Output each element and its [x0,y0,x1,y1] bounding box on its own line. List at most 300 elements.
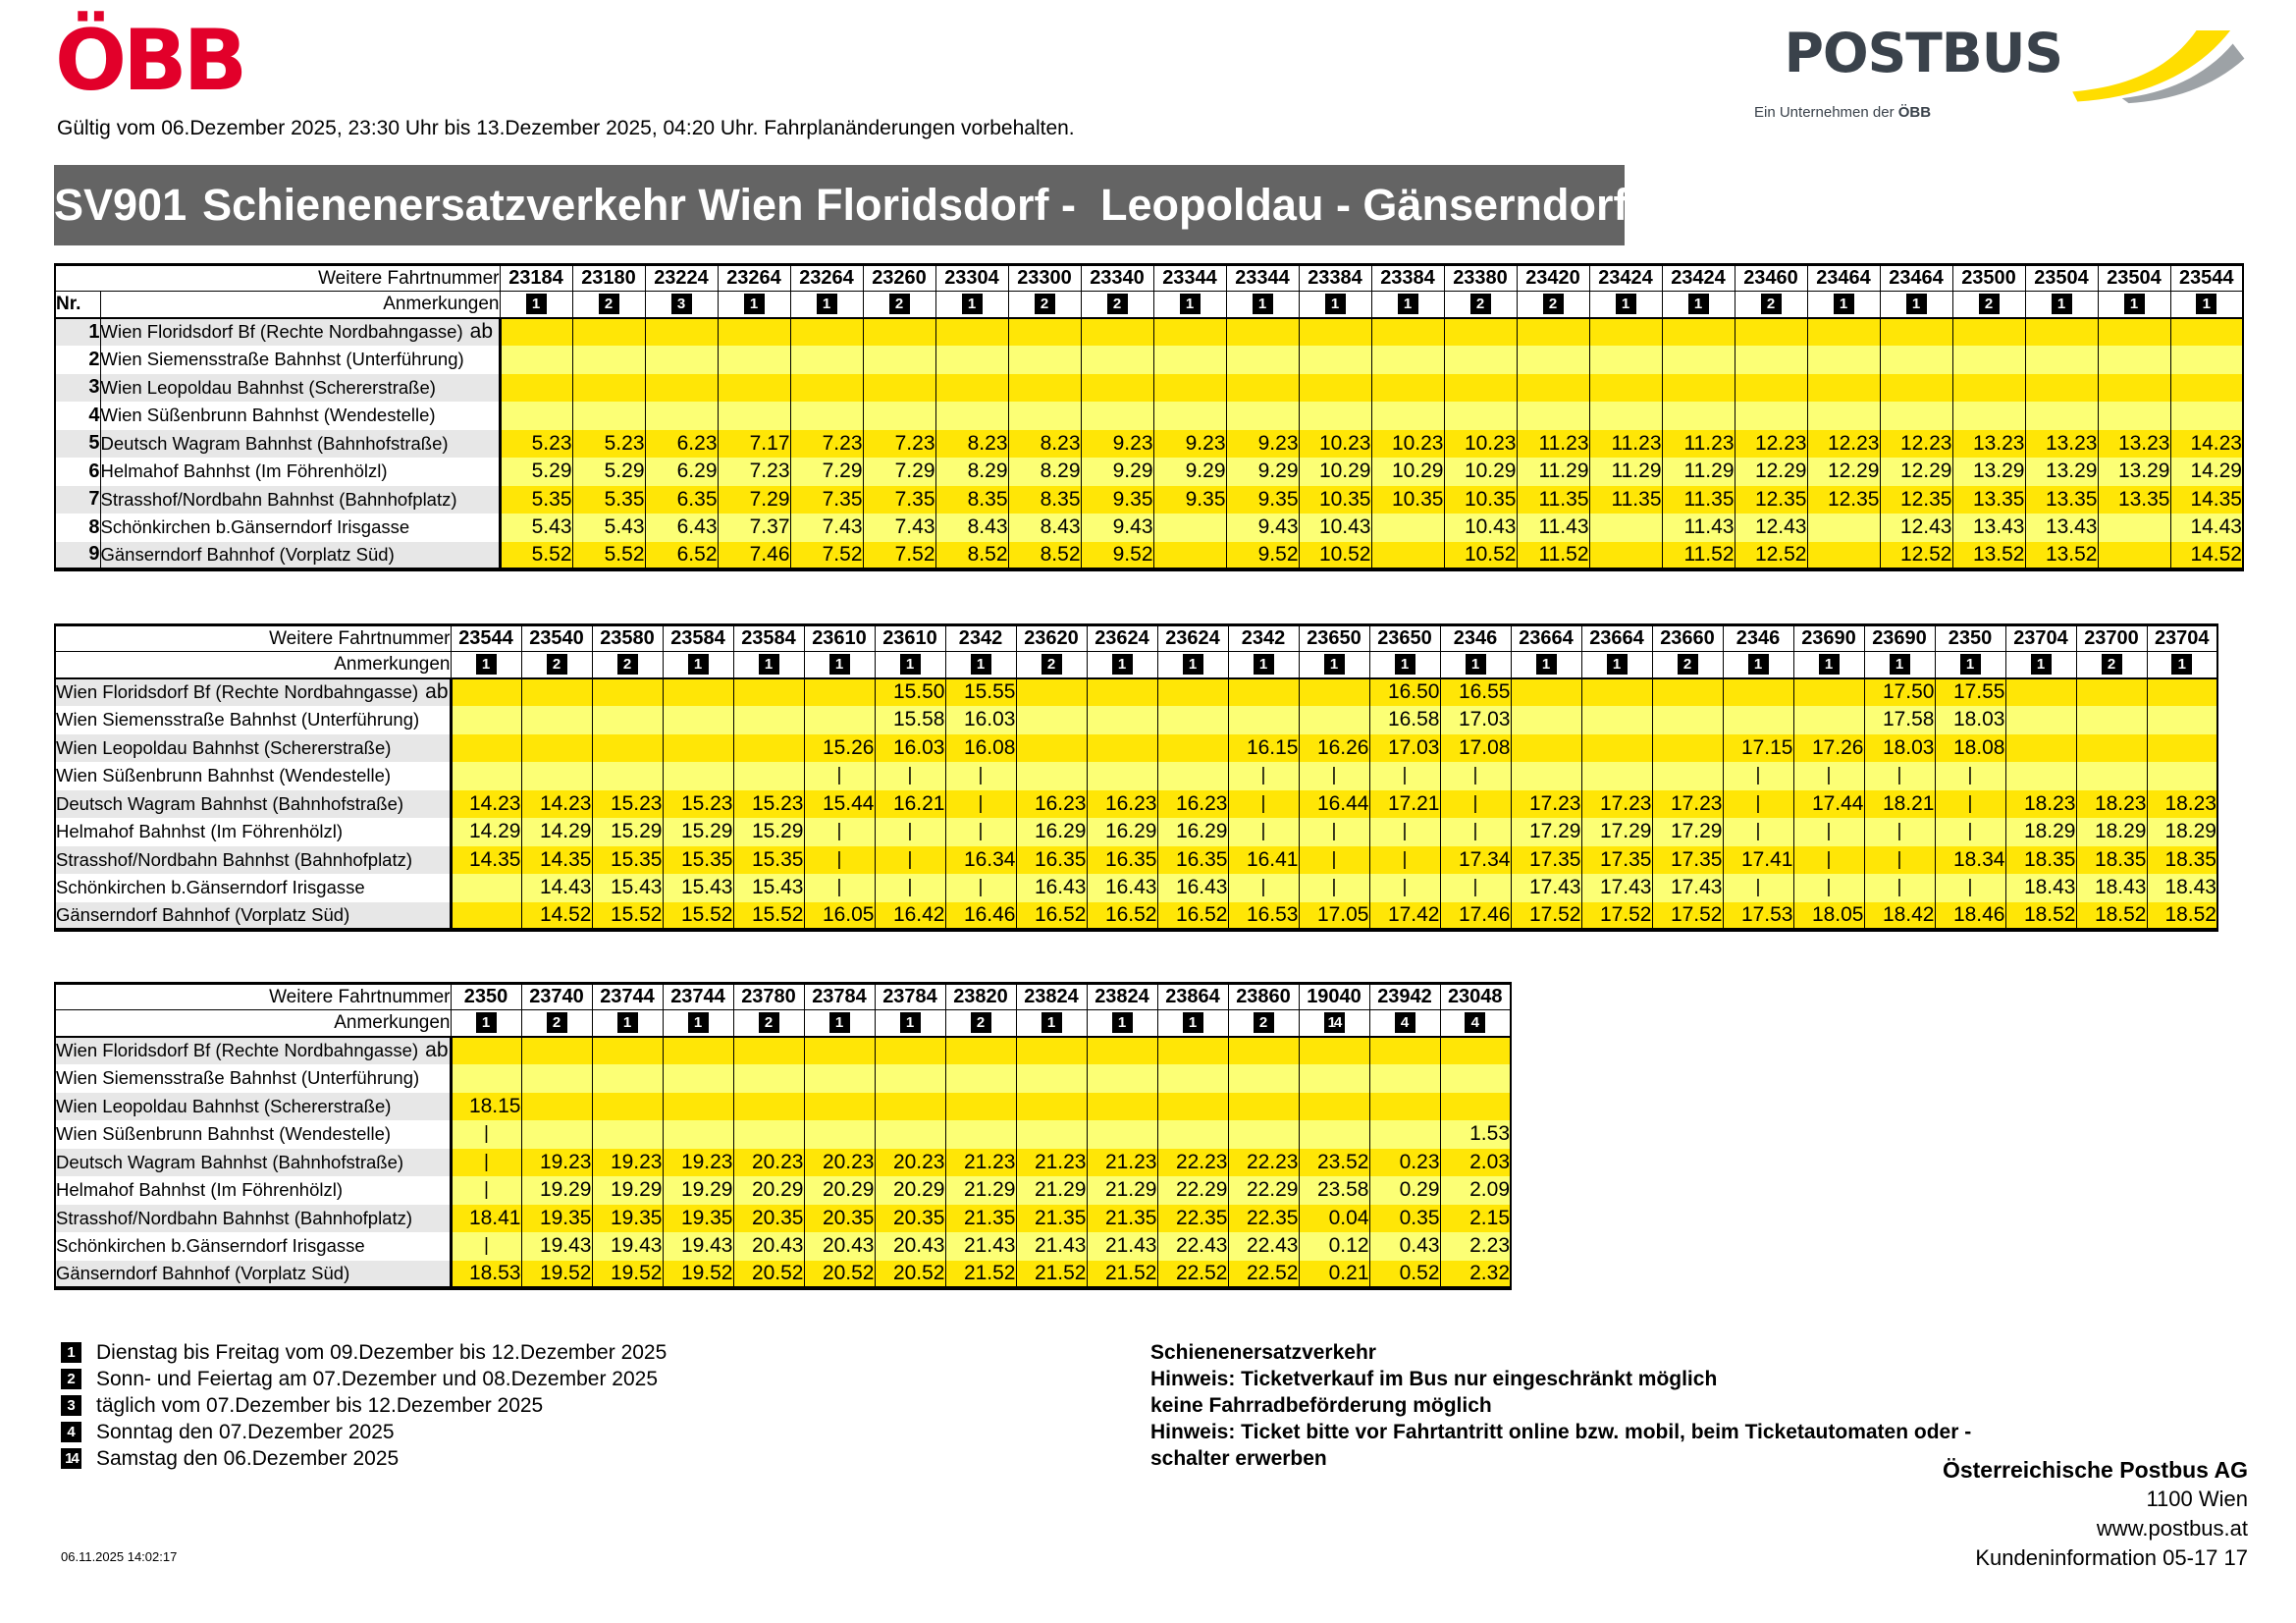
time-cell: 16.21 [875,790,945,819]
time-cell: 17.35 [1511,846,1581,875]
time-cell: 14.35 [521,846,592,875]
station-name: Wien Süßenbrunn Bahnhst (Wendestelle) [100,405,436,426]
empty-cell [663,1120,733,1149]
time-cell: 0.35 [1369,1205,1440,1233]
empty-cell [1652,678,1723,707]
empty-cell [1081,346,1153,374]
time-cell: 9.29 [1226,458,1299,486]
time-cell: 19.52 [663,1261,733,1289]
empty-cell [451,706,521,734]
station-name: Helmahof Bahnhst (Im Föhrenhölzl) [100,460,388,482]
time-cell: 9.23 [1081,430,1153,459]
trip-note-cell [1081,292,1153,318]
empty-cell [1807,346,1880,374]
trip-note-cell [1016,1010,1087,1037]
trip-number: 23660 [1652,625,1723,652]
time-cell: 7.17 [718,430,790,459]
empty-cell [1016,762,1087,790]
empty-cell [1880,318,1952,347]
empty-cell [863,374,935,403]
time-cell: 18.23 [2005,790,2076,819]
time-cell: 10.52 [1444,542,1517,570]
time-cell: 5.43 [572,514,645,542]
note-badge: 1 [829,654,850,675]
time-cell: 17.41 [1723,846,1793,875]
trip-number: 23664 [1511,625,1581,652]
time-cell: 13.43 [2025,514,2098,542]
time-cell: 6.52 [645,542,718,570]
empty-cell [1517,318,1589,347]
empty-cell [1153,514,1226,542]
time-cell: 18.29 [2005,818,2076,846]
empty-cell [2098,542,2170,570]
time-cell: 15.58 [875,706,945,734]
station-name: Wien Leopoldau Bahnhst (Schererstraße) [56,736,392,758]
note-badge: 2 [1678,654,1698,675]
empty-cell [1226,318,1299,347]
pass-through-cell: | [945,790,1016,819]
empty-cell [1087,762,1157,790]
empty-cell [2005,762,2076,790]
time-cell: 20.35 [804,1205,875,1233]
time-cell: 9.29 [1153,458,1226,486]
empty-cell [718,402,790,430]
trip-number: 23420 [1517,265,1589,292]
time-cell: 18.03 [1864,734,1935,763]
pass-through-cell: | [1369,874,1440,902]
trip-note-cell [1008,292,1081,318]
empty-cell [572,374,645,403]
empty-cell [1735,318,1807,347]
time-cell: 14.29 [451,818,521,846]
trip-number-row [55,625,2217,652]
note-badge: 1 [1906,294,1927,314]
time-cell: 16.41 [1228,846,1299,875]
route-titlebar [54,165,1629,245]
note-badge: 14 [1324,1012,1345,1033]
trip-number: 23650 [1369,625,1440,652]
pass-through-cell: | [1935,762,2005,790]
obb-logo: ÖBB [55,12,244,110]
empty-cell [645,346,718,374]
empty-cell [1735,346,1807,374]
empty-cell [2098,374,2170,403]
time-cell: 20.29 [875,1176,945,1205]
trip-note-cell [500,292,572,318]
time-cell: 20.35 [733,1205,804,1233]
station-name: Wien Floridsdorf Bf (Rechte Nordbahngasse) [100,321,463,343]
empty-cell [1581,706,1652,734]
time-cell: 15.29 [733,818,804,846]
trip-number: 23650 [1299,625,1369,652]
time-cell: 13.35 [2025,486,2098,514]
trip-number: 2346 [1723,625,1793,652]
station-row [55,1261,1511,1289]
trip-number: 23544 [2170,265,2243,292]
time-cell: 0.52 [1369,1261,1440,1289]
trip-note-cell [1153,292,1226,318]
time-cell: 10.23 [1371,430,1444,459]
empty-cell [1807,542,1880,570]
empty-cell [875,1037,945,1065]
time-cell: 12.43 [1880,514,1952,542]
empty-cell [500,402,572,430]
station-nr-cell: 5 [55,430,100,459]
time-cell: 16.42 [875,902,945,931]
trip-note-cell [945,1010,1016,1037]
empty-cell [1228,1064,1299,1093]
empty-cell [663,706,733,734]
pass-through-cell: | [1299,874,1369,902]
note-badge: 1 [962,294,983,314]
empty-cell [790,346,863,374]
empty-cell [945,1064,1016,1093]
empty-cell [1952,318,2025,347]
annotation-row [55,1010,1511,1037]
trip-note-cell [804,1010,875,1037]
time-cell: 7.35 [863,486,935,514]
empty-cell [1226,374,1299,403]
time-cell: 10.35 [1299,486,1371,514]
time-cell: 17.53 [1723,902,1793,931]
time-cell: 15.35 [592,846,663,875]
empty-cell [2025,346,2098,374]
trip-note-cell [592,1010,663,1037]
note-badge: 1 [61,1342,81,1363]
time-cell: 10.23 [1444,430,1517,459]
empty-cell [1008,346,1081,374]
station-name: Gänserndorf Bahnhof (Vorplatz Süd) [100,543,395,565]
time-cell: 23.58 [1299,1176,1369,1205]
time-cell: 22.23 [1157,1149,1228,1177]
note-badge: 1 [1536,654,1557,675]
time-cell: 21.29 [945,1176,1016,1205]
trip-note-cell [451,652,521,678]
time-cell: 21.35 [1087,1205,1157,1233]
departure-suffix: ab [425,1039,449,1062]
legend-item [61,1392,667,1419]
note-badge: 1 [1183,654,1203,675]
empty-cell [1228,1093,1299,1121]
time-cell: 5.29 [500,458,572,486]
time-cell: 18.41 [451,1205,521,1233]
time-cell: 5.35 [572,486,645,514]
time-cell: 10.23 [1299,430,1371,459]
empty-cell [572,346,645,374]
time-cell: 17.23 [1511,790,1581,819]
pass-through-cell: | [945,818,1016,846]
empty-cell [935,318,1008,347]
empty-cell [1157,762,1228,790]
print-timestamp: 06.11.2025 14:02:17 [61,1549,178,1564]
empty-cell [1723,706,1793,734]
time-cell: 22.52 [1157,1261,1228,1289]
empty-cell [1581,734,1652,763]
time-cell: 0.12 [1299,1232,1369,1261]
time-cell: 15.43 [733,874,804,902]
time-cell: 18.35 [2005,846,2076,875]
station-name-cell [100,430,500,459]
time-cell: 21.29 [1087,1176,1157,1205]
time-cell: 9.52 [1081,542,1153,570]
empty-cell [2025,402,2098,430]
time-cell: 11.23 [1662,430,1735,459]
trip-number: 23384 [1299,265,1371,292]
note-badge: 1 [1834,294,1854,314]
empty-cell [1511,678,1581,707]
trip-number: 23584 [663,625,733,652]
note-badge: 1 [688,1012,709,1033]
legend-item [61,1445,667,1472]
fahrtnummer-label: Weitere Fahrtnummer [55,265,500,292]
time-cell: 9.29 [1081,458,1153,486]
station-name-cell [55,874,451,902]
note-badge: 1 [900,1012,921,1033]
empty-cell [1880,402,1952,430]
note-badge: 1 [1324,654,1345,675]
time-cell: 13.29 [2098,458,2170,486]
annotation-row [55,292,2243,318]
trip-number: 23424 [1589,265,1662,292]
route-title: Schienenersatzverkehr Wien Floridsdorf - Leopoldau - Gänserndorf [202,180,1629,230]
empty-cell [592,1037,663,1065]
time-cell: 16.46 [945,902,1016,931]
time-cell: 14.43 [2170,514,2243,542]
empty-cell [790,374,863,403]
pass-through-cell: | [451,1176,521,1205]
empty-cell [1952,346,2025,374]
time-cell: 14.43 [521,874,592,902]
empty-cell [1299,678,1369,707]
time-cell: 21.29 [1016,1176,1087,1205]
time-cell: 8.29 [935,458,1008,486]
empty-cell [2025,318,2098,347]
station-row [55,374,2243,403]
empty-cell [592,1064,663,1093]
station-nr-cell: 9 [55,542,100,570]
note-badge: 2 [1041,654,1062,675]
departure-suffix: ab [469,320,493,344]
trip-note-cell [875,652,945,678]
empty-cell [663,678,733,707]
empty-cell [1008,402,1081,430]
time-cell: 11.29 [1589,458,1662,486]
time-cell: 19.29 [663,1176,733,1205]
station-name-cell [55,818,451,846]
trip-number: 23942 [1369,984,1440,1010]
time-cell: 22.35 [1228,1205,1299,1233]
empty-cell [1589,542,1662,570]
trip-number: 23424 [1662,265,1735,292]
empty-cell [1793,678,1864,707]
empty-cell [733,706,804,734]
empty-cell [1299,374,1371,403]
station-row [55,902,2217,931]
trip-number: 23624 [1087,625,1157,652]
empty-cell [592,1120,663,1149]
pass-through-cell: | [1369,846,1440,875]
route-code: SV901 [54,180,187,230]
empty-cell [2170,318,2243,347]
time-cell: 2.15 [1440,1205,1511,1233]
empty-cell [1371,346,1444,374]
time-cell: 15.50 [875,678,945,707]
empty-cell [1581,762,1652,790]
time-cell: 2.09 [1440,1176,1511,1205]
legend-item [61,1339,667,1366]
trip-note-cell [1581,652,1652,678]
empty-cell [451,874,521,902]
trip-note-cell [2098,292,2170,318]
pass-through-cell: | [1299,818,1369,846]
pass-through-cell: | [1935,818,2005,846]
time-cell: 6.23 [645,430,718,459]
empty-cell [645,374,718,403]
trip-note-cell [2076,652,2147,678]
time-cell: 7.52 [863,542,935,570]
station-row [55,762,2217,790]
empty-cell [1081,402,1153,430]
postbus-subtitle: Ein Unternehmen der ÖBB [1754,104,1932,121]
empty-cell [1016,1064,1087,1093]
time-cell: 9.23 [1226,430,1299,459]
service-note-line: schalter erwerben [1150,1447,1327,1470]
note-badge: 1 [476,654,497,675]
empty-cell [1157,734,1228,763]
trip-number: 23384 [1371,265,1444,292]
note-badge: 2 [759,1012,779,1033]
time-cell: 16.08 [945,734,1016,763]
time-cell: 12.35 [1807,486,1880,514]
empty-cell [1153,374,1226,403]
trip-number: 23704 [2005,625,2076,652]
time-cell: 8.43 [935,514,1008,542]
pass-through-cell: | [451,1232,521,1261]
note-badge: 1 [476,1012,497,1033]
pass-through-cell: | [1864,846,1935,875]
time-cell: 17.23 [1652,790,1723,819]
empty-cell [500,346,572,374]
trip-note-cell [521,1010,592,1037]
time-cell: 16.34 [945,846,1016,875]
empty-cell [521,1037,592,1065]
station-name-cell [55,1176,451,1205]
station-name-cell [55,1064,451,1093]
station-row [55,790,2217,819]
time-cell: 16.29 [1016,818,1087,846]
time-cell: 5.23 [572,430,645,459]
time-cell: 8.35 [1008,486,1081,514]
station-name-cell [55,846,451,875]
note-badge: 2 [547,654,567,675]
time-cell: 16.35 [1016,846,1087,875]
time-cell: 2.03 [1440,1149,1511,1177]
time-cell: 15.23 [663,790,733,819]
time-cell: 0.23 [1369,1149,1440,1177]
empty-cell [945,1037,1016,1065]
station-name: Wien Süßenbrunn Bahnhst (Wendestelle) [56,765,392,786]
empty-cell [1652,734,1723,763]
trip-note-cell [1016,652,1087,678]
note-badge: 1 [2124,294,2145,314]
empty-cell [1723,678,1793,707]
empty-cell [804,1093,875,1121]
trip-number: 23264 [718,265,790,292]
time-cell: 22.35 [1157,1205,1228,1233]
station-nr-cell: 7 [55,486,100,514]
trip-number: 2350 [451,984,521,1010]
pass-through-cell: | [1723,790,1793,819]
station-row [55,318,2243,347]
empty-cell [1299,1120,1369,1149]
station-name-cell [55,734,451,763]
trip-note-cell [1935,652,2005,678]
empty-cell [1440,1037,1511,1065]
time-cell: 21.35 [1016,1205,1087,1233]
note-badge: 1 [1748,654,1769,675]
empty-cell [572,402,645,430]
time-cell: 18.35 [2147,846,2217,875]
station-name: Deutsch Wagram Bahnhst (Bahnhofstraße) [56,792,404,814]
empty-cell [1087,1120,1157,1149]
time-cell: 23.52 [1299,1149,1369,1177]
time-cell: 16.03 [945,706,1016,734]
time-cell: 18.53 [451,1261,521,1289]
time-cell: 21.52 [945,1261,1016,1289]
station-row [55,846,2217,875]
pass-through-cell: | [1793,874,1864,902]
time-cell: 12.23 [1735,430,1807,459]
time-cell: 18.05 [1793,902,1864,931]
time-cell: 10.52 [1299,542,1371,570]
time-cell: 12.23 [1807,430,1880,459]
time-cell: 16.52 [1016,902,1087,931]
note-badge: 14 [61,1448,81,1469]
empty-cell [1652,706,1723,734]
station-row [55,1064,1511,1093]
station-row [55,1205,1511,1233]
trip-note-cell [663,652,733,678]
pass-through-cell: | [1369,818,1440,846]
empty-cell [1589,346,1662,374]
fahrtnummer-label: Weitere Fahrtnummer [55,625,451,652]
trip-note-cell [1952,292,2025,318]
empty-cell [1444,346,1517,374]
postbus-swoosh-icon [2068,26,2247,104]
station-row [55,430,2243,459]
note-badge: 1 [1253,294,1273,314]
pass-through-cell: | [1864,874,1935,902]
empty-cell [2005,734,2076,763]
empty-cell [521,762,592,790]
empty-cell [663,1064,733,1093]
time-cell: 18.35 [2076,846,2147,875]
empty-cell [451,1037,521,1065]
empty-cell [1016,1037,1087,1065]
time-cell: 17.46 [1440,902,1511,931]
empty-cell [1016,678,1087,707]
empty-cell [804,1120,875,1149]
time-cell: 12.29 [1807,458,1880,486]
time-cell: 9.35 [1226,486,1299,514]
time-cell: 17.34 [1440,846,1511,875]
empty-cell [935,374,1008,403]
empty-cell [733,678,804,707]
time-cell: 16.53 [1228,902,1299,931]
empty-cell [945,1093,1016,1121]
trip-number: 23744 [663,984,733,1010]
station-row [55,346,2243,374]
